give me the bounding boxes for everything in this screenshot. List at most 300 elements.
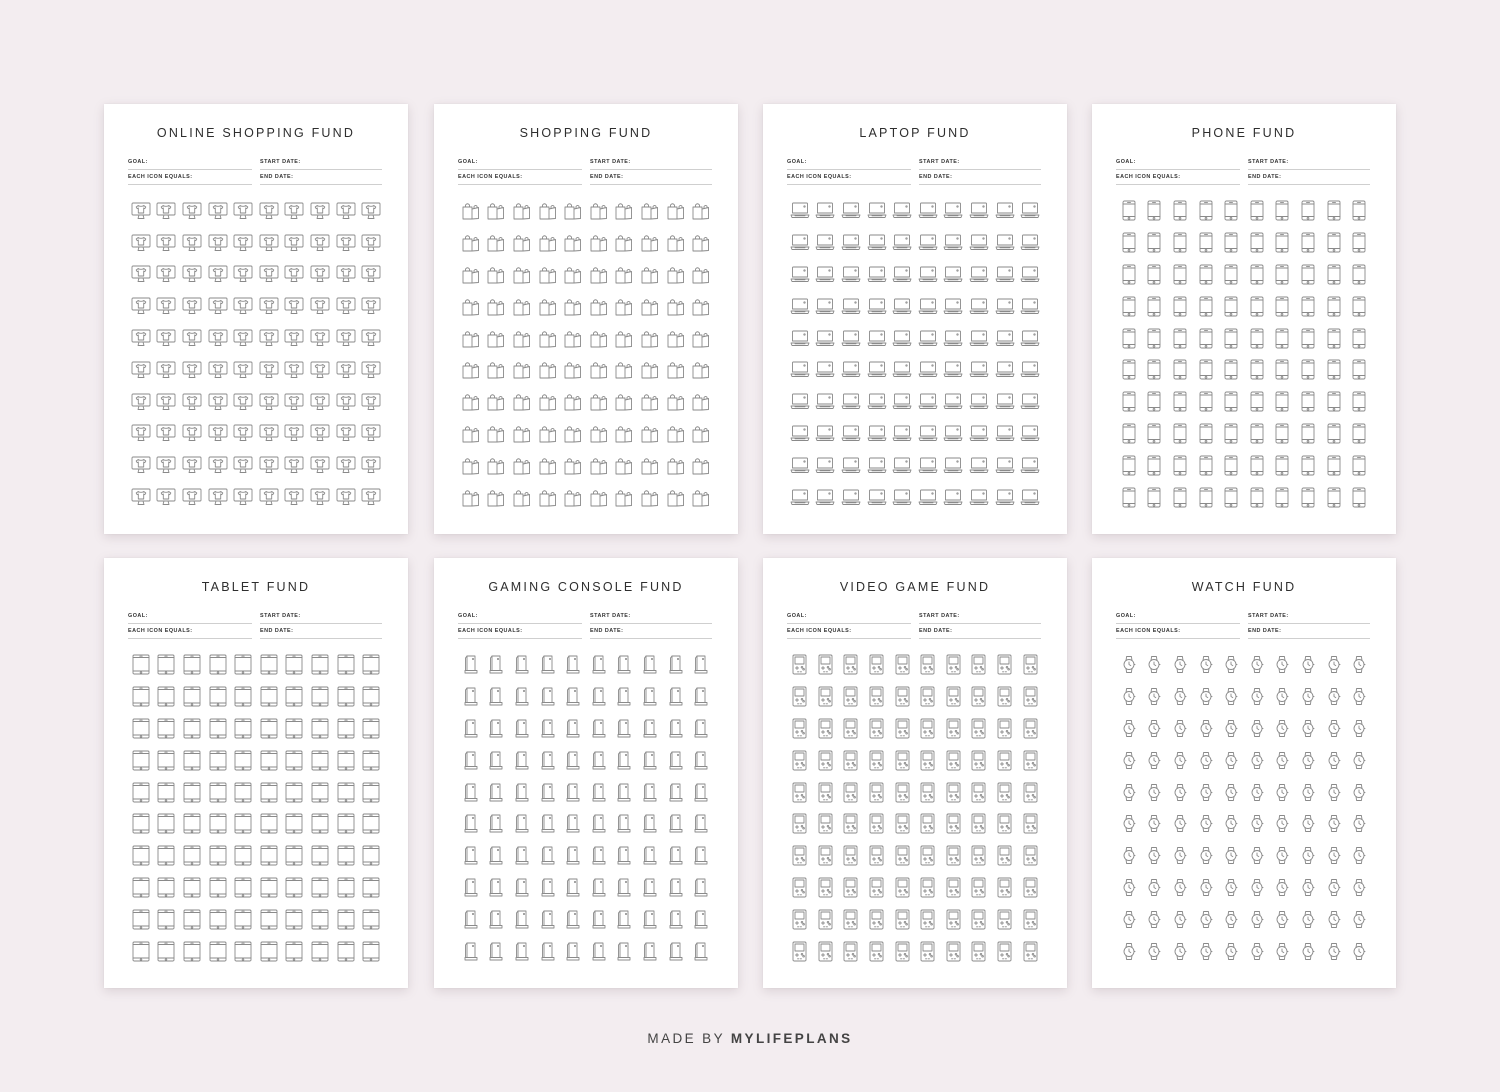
monitor-shirt-icon	[259, 265, 279, 283]
gaming-console-icon	[694, 910, 708, 929]
gaming-console-icon	[541, 751, 555, 770]
shopping-bags-icon	[692, 265, 710, 284]
laptop-icon	[943, 457, 963, 474]
monitor-shirt-icon	[284, 234, 304, 252]
handheld-game-icon	[895, 654, 910, 675]
phone-icon	[1327, 487, 1341, 508]
watch-icon	[1249, 719, 1265, 738]
handheld-game-icon	[1023, 686, 1038, 707]
laptop-icon	[892, 234, 912, 251]
watch-icon	[1274, 846, 1290, 865]
phone-icon	[1224, 359, 1238, 380]
laptop-icon	[943, 361, 963, 378]
gaming-console-icon	[515, 814, 529, 833]
monitor-shirt-icon	[361, 265, 381, 283]
handheld-game-icon	[971, 782, 986, 803]
watch-icon	[1223, 814, 1239, 833]
tablet-icon	[285, 813, 303, 834]
watch-icon	[1172, 783, 1188, 802]
each-icon-equals-field: EACH ICON EQUALS:	[458, 172, 582, 185]
watch-icon	[1198, 655, 1214, 674]
shopping-bags-icon	[462, 392, 480, 411]
phone-icon	[1301, 455, 1315, 476]
tablet-icon	[337, 909, 355, 930]
tablet-icon	[183, 909, 201, 930]
laptop-icon	[892, 330, 912, 347]
sheet-gaming-console-fund	[434, 558, 738, 988]
gaming-console-icon	[489, 687, 503, 706]
shopping-bags-icon	[462, 456, 480, 475]
phone-icon	[1199, 423, 1213, 444]
monitor-shirt-icon	[233, 265, 253, 283]
shopping-bags-icon	[487, 488, 505, 507]
gaming-console-icon	[489, 814, 503, 833]
tablet-icon	[234, 909, 252, 930]
monitor-shirt-icon	[310, 393, 330, 411]
shopping-bags-icon	[692, 201, 710, 220]
shopping-bags-icon	[513, 392, 531, 411]
phone-icon	[1275, 264, 1289, 285]
gaming-console-icon	[541, 687, 555, 706]
sheet-title: PHONE FUND	[1191, 126, 1297, 140]
tablet-icon	[157, 845, 175, 866]
tablet-icon	[337, 782, 355, 803]
goal-field: GOAL:	[458, 611, 582, 624]
tablet-icon	[337, 686, 355, 707]
laptop-icon	[943, 425, 963, 442]
watch-icon	[1223, 719, 1239, 738]
shopping-bags-icon	[615, 424, 633, 443]
tablet-icon	[183, 877, 201, 898]
gaming-console-icon	[541, 846, 555, 865]
phone-icon	[1199, 200, 1213, 221]
watch-icon	[1172, 942, 1188, 961]
shopping-bags-icon	[641, 233, 659, 252]
laptop-icon	[841, 234, 861, 251]
handheld-game-icon	[869, 654, 884, 675]
phone-icon	[1122, 455, 1136, 476]
shopping-bags-icon	[487, 329, 505, 348]
watch-icon	[1351, 687, 1367, 706]
tablet-icon	[311, 877, 329, 898]
handheld-game-icon	[818, 782, 833, 803]
laptop-icon	[790, 234, 810, 251]
watch-icon	[1249, 942, 1265, 961]
monitor-shirt-icon	[182, 234, 202, 252]
handheld-game-icon	[1023, 654, 1038, 675]
shopping-bags-icon	[692, 329, 710, 348]
monitor-shirt-icon	[284, 297, 304, 315]
shopping-bags-icon	[539, 392, 557, 411]
laptop-icon	[867, 330, 887, 347]
phone-icon	[1301, 232, 1315, 253]
handheld-game-icon	[895, 909, 910, 930]
tablet-icon	[183, 813, 201, 834]
monitor-shirt-icon	[182, 265, 202, 283]
handheld-game-icon	[971, 845, 986, 866]
gaming-console-icon	[489, 719, 503, 738]
shopping-bags-icon	[641, 265, 659, 284]
monitor-shirt-icon	[156, 456, 176, 474]
laptop-icon	[1020, 330, 1040, 347]
handheld-game-icon	[946, 909, 961, 930]
monitor-shirt-icon	[310, 265, 330, 283]
gaming-console-icon	[643, 719, 657, 738]
phone-icon	[1327, 232, 1341, 253]
tablet-icon	[337, 877, 355, 898]
tablet-icon	[183, 782, 201, 803]
savings-tracker-grid	[1116, 649, 1372, 967]
laptop-icon	[1020, 234, 1040, 251]
handheld-game-icon	[971, 686, 986, 707]
watch-icon	[1146, 719, 1162, 738]
laptop-icon	[815, 298, 835, 315]
handheld-game-icon	[818, 909, 833, 930]
handheld-game-icon	[920, 813, 935, 834]
sheet-title: WATCH FUND	[1191, 580, 1297, 594]
laptop-icon	[815, 361, 835, 378]
phone-icon	[1352, 264, 1366, 285]
laptop-icon	[943, 202, 963, 219]
gaming-console-icon	[694, 878, 708, 897]
monitor-shirt-icon	[259, 488, 279, 506]
phone-icon	[1275, 328, 1289, 349]
phone-icon	[1173, 423, 1187, 444]
laptop-icon	[841, 330, 861, 347]
watch-icon	[1121, 719, 1137, 738]
monitor-shirt-icon	[208, 234, 228, 252]
handheld-game-icon	[869, 813, 884, 834]
monitor-shirt-icon	[259, 393, 279, 411]
tablet-icon	[285, 718, 303, 739]
laptop-icon	[995, 457, 1015, 474]
tablet-icon	[285, 877, 303, 898]
watch-icon	[1351, 846, 1367, 865]
shopping-bags-icon	[539, 329, 557, 348]
phone-icon	[1352, 423, 1366, 444]
phone-icon	[1199, 232, 1213, 253]
shopping-bags-icon	[513, 201, 531, 220]
watch-icon	[1121, 846, 1137, 865]
shopping-bags-icon	[667, 297, 685, 316]
phone-icon	[1147, 200, 1161, 221]
watch-icon	[1198, 846, 1214, 865]
monitor-shirt-icon	[208, 488, 228, 506]
gaming-console-icon	[592, 846, 606, 865]
monitor-shirt-icon	[156, 234, 176, 252]
laptop-icon	[969, 361, 989, 378]
monitor-shirt-icon	[156, 265, 176, 283]
watch-icon	[1172, 814, 1188, 833]
tablet-icon	[311, 845, 329, 866]
laptop-icon	[969, 489, 989, 506]
monitor-shirt-icon	[208, 297, 228, 315]
monitor-shirt-icon	[131, 393, 151, 411]
watch-icon	[1351, 814, 1367, 833]
phone-icon	[1224, 487, 1238, 508]
monitor-shirt-icon	[336, 297, 356, 315]
handheld-game-icon	[971, 813, 986, 834]
watch-icon	[1121, 942, 1137, 961]
tablet-icon	[260, 686, 278, 707]
phone-icon	[1275, 200, 1289, 221]
handheld-game-icon	[869, 909, 884, 930]
phone-icon	[1199, 391, 1213, 412]
monitor-shirt-icon	[131, 488, 151, 506]
gaming-console-icon	[617, 910, 631, 929]
phone-icon	[1301, 359, 1315, 380]
watch-icon	[1326, 751, 1342, 770]
sheet-title: GAMING CONSOLE FUND	[488, 580, 684, 594]
phone-icon	[1147, 232, 1161, 253]
gaming-console-icon	[694, 814, 708, 833]
laptop-icon	[1020, 202, 1040, 219]
monitor-shirt-icon	[182, 361, 202, 379]
phone-icon	[1250, 423, 1264, 444]
handheld-game-icon	[843, 813, 858, 834]
laptop-icon	[918, 298, 938, 315]
monitor-shirt-icon	[233, 393, 253, 411]
start-date-field: START DATE:	[919, 611, 1041, 624]
shopping-bags-icon	[539, 488, 557, 507]
gaming-console-icon	[643, 783, 657, 802]
gaming-console-icon	[643, 846, 657, 865]
laptop-icon	[969, 298, 989, 315]
gaming-console-icon	[617, 687, 631, 706]
handheld-game-icon	[843, 654, 858, 675]
gaming-console-icon	[617, 878, 631, 897]
handheld-game-icon	[792, 813, 807, 834]
phone-icon	[1122, 200, 1136, 221]
laptop-icon	[867, 266, 887, 283]
handheld-game-icon	[997, 718, 1012, 739]
gaming-console-icon	[592, 910, 606, 929]
laptop-icon	[841, 393, 861, 410]
laptop-icon	[918, 361, 938, 378]
tablet-icon	[311, 718, 329, 739]
phone-icon	[1199, 264, 1213, 285]
watch-icon	[1146, 655, 1162, 674]
handheld-game-icon	[971, 941, 986, 962]
handheld-game-icon	[895, 877, 910, 898]
monitor-shirt-icon	[310, 424, 330, 442]
sheet-shopping-fund	[434, 104, 738, 534]
watch-icon	[1351, 655, 1367, 674]
handheld-game-icon	[946, 845, 961, 866]
tablet-icon	[285, 782, 303, 803]
monitor-shirt-icon	[233, 424, 253, 442]
watch-icon	[1300, 846, 1316, 865]
gaming-console-icon	[592, 751, 606, 770]
watch-icon	[1351, 783, 1367, 802]
handheld-game-icon	[997, 909, 1012, 930]
sheet-title: TABLET FUND	[201, 580, 311, 594]
watch-icon	[1198, 910, 1214, 929]
gaming-console-icon	[669, 846, 683, 865]
gaming-console-icon	[566, 719, 580, 738]
watch-icon	[1326, 878, 1342, 897]
gaming-console-icon	[464, 878, 478, 897]
shopping-bags-icon	[667, 233, 685, 252]
gaming-console-icon	[515, 910, 529, 929]
tablet-icon	[157, 750, 175, 771]
laptop-icon	[815, 330, 835, 347]
each-icon-equals-field: EACH ICON EQUALS:	[128, 626, 252, 639]
laptop-icon	[995, 393, 1015, 410]
laptop-icon	[969, 330, 989, 347]
handheld-game-icon	[818, 813, 833, 834]
shopping-bags-icon	[590, 392, 608, 411]
watch-icon	[1121, 687, 1137, 706]
watch-icon	[1249, 687, 1265, 706]
shopping-bags-icon	[692, 233, 710, 252]
laptop-icon	[892, 266, 912, 283]
gaming-console-icon	[592, 719, 606, 738]
gaming-console-icon	[515, 655, 529, 674]
monitor-shirt-icon	[336, 202, 356, 220]
watch-icon	[1121, 655, 1137, 674]
gaming-console-icon	[617, 719, 631, 738]
shopping-bags-icon	[487, 265, 505, 284]
gaming-console-icon	[541, 655, 555, 674]
handheld-game-icon	[818, 686, 833, 707]
watch-icon	[1172, 655, 1188, 674]
watch-icon	[1249, 751, 1265, 770]
sheet-title: VIDEO GAME FUND	[839, 580, 991, 594]
laptop-icon	[867, 393, 887, 410]
gaming-console-icon	[694, 719, 708, 738]
handheld-game-icon	[946, 718, 961, 739]
gaming-console-icon	[566, 846, 580, 865]
phone-icon	[1199, 328, 1213, 349]
start-date-field: START DATE:	[590, 157, 712, 170]
savings-tracker-grid	[128, 195, 384, 513]
phone-icon	[1250, 264, 1264, 285]
shopping-bags-icon	[590, 424, 608, 443]
start-date-field: START DATE:	[260, 611, 382, 624]
gaming-console-icon	[515, 751, 529, 770]
tablet-icon	[132, 782, 150, 803]
tablet-icon	[132, 941, 150, 962]
shopping-bags-icon	[539, 201, 557, 220]
handheld-game-icon	[1023, 782, 1038, 803]
handheld-game-icon	[920, 686, 935, 707]
gaming-console-icon	[489, 751, 503, 770]
shopping-bags-icon	[590, 360, 608, 379]
phone-icon	[1275, 296, 1289, 317]
shopping-bags-icon	[513, 233, 531, 252]
laptop-icon	[815, 234, 835, 251]
shopping-bags-icon	[513, 297, 531, 316]
shopping-bags-icon	[590, 297, 608, 316]
handheld-game-icon	[869, 877, 884, 898]
handheld-game-icon	[895, 941, 910, 962]
watch-icon	[1274, 655, 1290, 674]
shopping-bags-icon	[462, 360, 480, 379]
gaming-console-icon	[669, 687, 683, 706]
laptop-icon	[995, 489, 1015, 506]
gaming-console-icon	[694, 655, 708, 674]
tablet-icon	[337, 750, 355, 771]
handheld-game-icon	[792, 782, 807, 803]
laptop-icon	[1020, 266, 1040, 283]
laptop-icon	[867, 425, 887, 442]
watch-icon	[1223, 783, 1239, 802]
laptop-icon	[790, 425, 810, 442]
gaming-console-icon	[592, 942, 606, 961]
handheld-game-icon	[971, 877, 986, 898]
tablet-icon	[311, 941, 329, 962]
laptop-icon	[841, 298, 861, 315]
monitor-shirt-icon	[336, 361, 356, 379]
watch-icon	[1351, 942, 1367, 961]
shopping-bags-icon	[564, 297, 582, 316]
gaming-console-icon	[694, 846, 708, 865]
monitor-shirt-icon	[233, 361, 253, 379]
gaming-console-icon	[464, 655, 478, 674]
tablet-icon	[209, 686, 227, 707]
gaming-console-icon	[694, 942, 708, 961]
laptop-icon	[790, 298, 810, 315]
phone-icon	[1275, 359, 1289, 380]
watch-icon	[1198, 942, 1214, 961]
watch-icon	[1274, 783, 1290, 802]
end-date-field: END DATE:	[1248, 172, 1370, 185]
laptop-icon	[790, 393, 810, 410]
phone-icon	[1301, 391, 1315, 412]
gaming-console-icon	[643, 910, 657, 929]
phone-icon	[1173, 232, 1187, 253]
watch-icon	[1223, 910, 1239, 929]
monitor-shirt-icon	[233, 456, 253, 474]
gaming-console-icon	[515, 846, 529, 865]
phone-icon	[1122, 359, 1136, 380]
shopping-bags-icon	[539, 233, 557, 252]
tablet-icon	[234, 941, 252, 962]
shopping-bags-icon	[513, 456, 531, 475]
phone-icon	[1250, 232, 1264, 253]
monitor-shirt-icon	[361, 361, 381, 379]
phone-icon	[1224, 391, 1238, 412]
gaming-console-icon	[515, 719, 529, 738]
laptop-icon	[995, 425, 1015, 442]
handheld-game-icon	[818, 941, 833, 962]
handheld-game-icon	[946, 813, 961, 834]
phone-icon	[1224, 264, 1238, 285]
gaming-console-icon	[669, 783, 683, 802]
monitor-shirt-icon	[336, 456, 356, 474]
laptop-icon	[943, 489, 963, 506]
handheld-game-icon	[997, 782, 1012, 803]
monitor-shirt-icon	[336, 329, 356, 347]
monitor-shirt-icon	[182, 456, 202, 474]
handheld-game-icon	[843, 782, 858, 803]
tablet-icon	[337, 941, 355, 962]
footer-credit	[0, 1031, 1500, 1046]
laptop-icon	[892, 457, 912, 474]
tablet-icon	[209, 654, 227, 675]
monitor-shirt-icon	[131, 361, 151, 379]
phone-icon	[1327, 455, 1341, 476]
watch-icon	[1198, 878, 1214, 897]
watch-icon	[1300, 814, 1316, 833]
watch-icon	[1146, 783, 1162, 802]
monitor-shirt-icon	[284, 265, 304, 283]
monitor-shirt-icon	[208, 393, 228, 411]
gaming-console-icon	[541, 878, 555, 897]
handheld-game-icon	[971, 750, 986, 771]
monitor-shirt-icon	[156, 393, 176, 411]
